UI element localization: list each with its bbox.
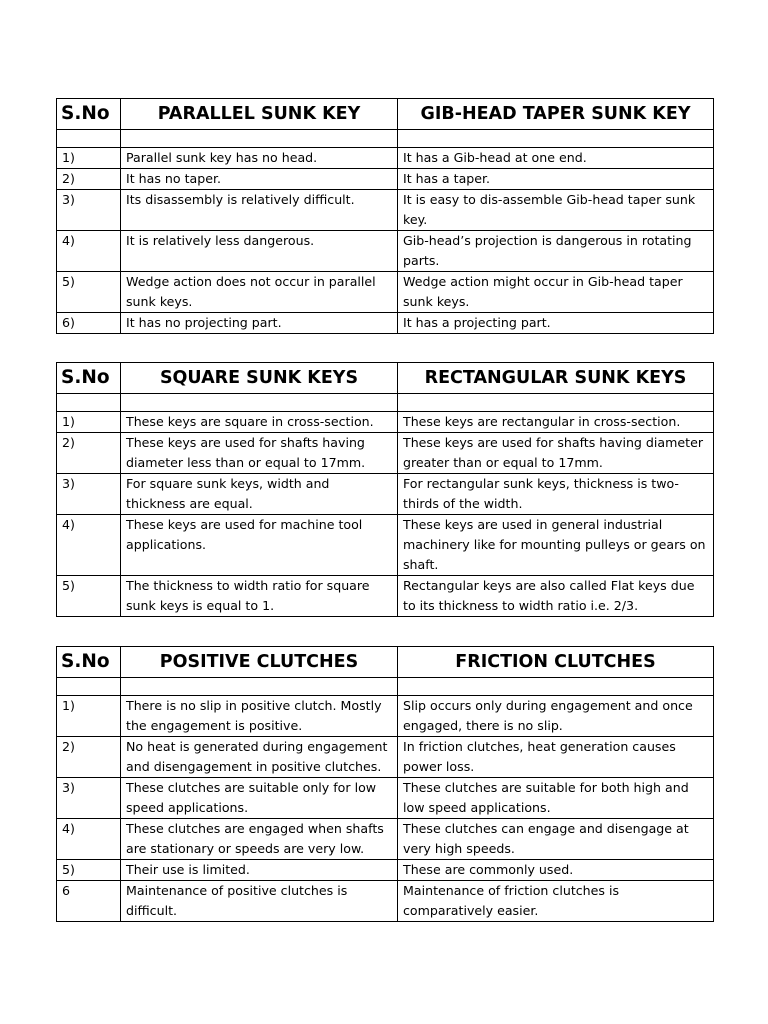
row-number: 5) (57, 860, 121, 881)
row-number: 5) (57, 272, 121, 313)
spacer-row (57, 130, 714, 148)
row-number: 4) (57, 819, 121, 860)
cell-col-a: These clutches are suitable only for low speed applications. (121, 778, 398, 819)
cell-col-b: It has a taper. (398, 169, 714, 190)
row-number: 2) (57, 433, 121, 474)
row-number: 5) (57, 576, 121, 617)
table-header-row (57, 647, 714, 678)
header-col-b: GIB-HEAD TAPER SUNK KEY (398, 99, 714, 130)
cell-col-a: Parallel sunk key has no head. (121, 148, 398, 169)
cell-col-b: Maintenance of friction clutches is comparatively easier. (398, 881, 714, 922)
header-sno: S.No (57, 647, 121, 678)
cell-col-a: Maintenance of positive clutches is difficult. (121, 881, 398, 922)
row-number: 2) (57, 737, 121, 778)
header-col-b: RECTANGULAR SUNK KEYS (398, 363, 714, 394)
table-row (57, 272, 714, 313)
table-row (57, 576, 714, 617)
row-number: 6) (57, 313, 121, 334)
row-number: 1) (57, 148, 121, 169)
cell-col-a: It is relatively less dangerous. (121, 231, 398, 272)
cell-col-b: These are commonly used. (398, 860, 714, 881)
cell-col-a: Wedge action does not occur in parallel sunk keys. (121, 272, 398, 313)
cell-col-a: Its disassembly is relatively difficult. (121, 190, 398, 231)
comparison-table-sunk-keys (56, 98, 714, 334)
header-col-a: PARALLEL SUNK KEY (121, 99, 398, 130)
row-number: 2) (57, 169, 121, 190)
cell-col-b: Slip occurs only during engagement and once engaged, there is no slip. (398, 696, 714, 737)
cell-col-b: For rectangular sunk keys, thickness is two-thirds of the width. (398, 474, 714, 515)
cell-col-b: These keys are used in general industrial machinery like for mounting pulleys or gears on shaft. (398, 515, 714, 576)
cell-col-b: These keys are rectangular in cross-section. (398, 412, 714, 433)
table-row (57, 515, 714, 576)
row-number: 4) (57, 231, 121, 272)
comparison-table-clutches (56, 646, 714, 922)
table-row (57, 737, 714, 778)
comparison-table-square-rectangular-keys (56, 362, 714, 617)
cell-col-a: These keys are used for shafts having diameter less than or equal to 17mm. (121, 433, 398, 474)
table-row (57, 819, 714, 860)
row-number: 1) (57, 412, 121, 433)
table-row (57, 433, 714, 474)
row-number: 1) (57, 696, 121, 737)
cell-col-b: These clutches are suitable for both high and low speed applications. (398, 778, 714, 819)
table-header-row (57, 363, 714, 394)
table-row (57, 169, 714, 190)
header-sno: S.No (57, 99, 121, 130)
cell-col-a: These clutches are engaged when shafts are stationary or speeds are very low. (121, 819, 398, 860)
cell-col-b: These keys are used for shafts having diameter greater than or equal to 17mm. (398, 433, 714, 474)
spacer-row (57, 394, 714, 412)
row-number: 3) (57, 474, 121, 515)
cell-col-b: Wedge action might occur in Gib-head taper sunk keys. (398, 272, 714, 313)
row-number: 3) (57, 190, 121, 231)
header-sno: S.No (57, 363, 121, 394)
table-row (57, 696, 714, 737)
spacer-row (57, 678, 714, 696)
cell-col-b: It has a Gib-head at one end. (398, 148, 714, 169)
cell-col-b: It has a projecting part. (398, 313, 714, 334)
table-row (57, 231, 714, 272)
table-row (57, 474, 714, 515)
table-row (57, 778, 714, 819)
table-row (57, 881, 714, 922)
cell-col-a: It has no taper. (121, 169, 398, 190)
cell-col-b: In friction clutches, heat generation causes power loss. (398, 737, 714, 778)
row-number: 4) (57, 515, 121, 576)
header-col-a: POSITIVE CLUTCHES (121, 647, 398, 678)
cell-col-a: No heat is generated during engagement and disengagement in positive clutches. (121, 737, 398, 778)
table-row (57, 313, 714, 334)
table-row (57, 148, 714, 169)
header-col-a: SQUARE SUNK KEYS (121, 363, 398, 394)
table-header-row (57, 99, 714, 130)
cell-col-b: It is easy to dis-assemble Gib-head taper sunk key. (398, 190, 714, 231)
cell-col-a: Their use is limited. (121, 860, 398, 881)
cell-col-a: There is no slip in positive clutch. Mostly the engagement is positive. (121, 696, 398, 737)
cell-col-a: For square sunk keys, width and thickness are equal. (121, 474, 398, 515)
header-col-b: FRICTION CLUTCHES (398, 647, 714, 678)
table-row (57, 412, 714, 433)
row-number: 6 (57, 881, 121, 922)
cell-col-a: These keys are used for machine tool applications. (121, 515, 398, 576)
cell-col-a: It has no projecting part. (121, 313, 398, 334)
cell-col-b: Gib-head’s projection is dangerous in rotating parts. (398, 231, 714, 272)
row-number: 3) (57, 778, 121, 819)
cell-col-a: The thickness to width ratio for square sunk keys is equal to 1. (121, 576, 398, 617)
table-row (57, 860, 714, 881)
cell-col-b: Rectangular keys are also called Flat keys due to its thickness to width ratio i.e. 2/3. (398, 576, 714, 617)
table-row (57, 190, 714, 231)
cell-col-b: These clutches can engage and disengage at very high speeds. (398, 819, 714, 860)
cell-col-a: These keys are square in cross-section. (121, 412, 398, 433)
